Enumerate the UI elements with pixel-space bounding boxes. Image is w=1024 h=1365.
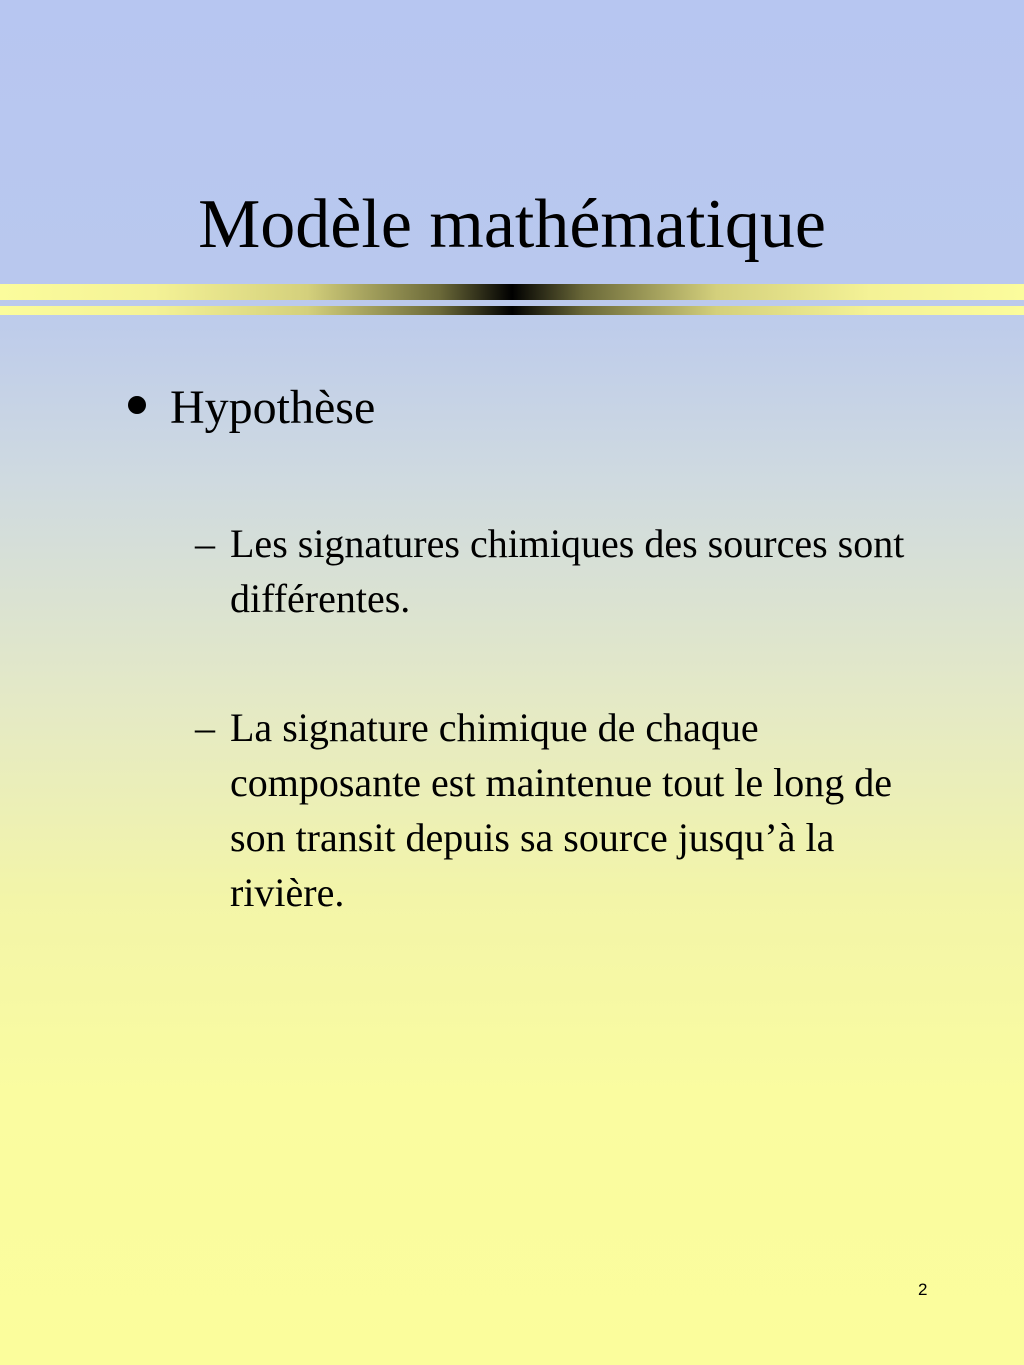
dash-icon: – (195, 705, 215, 750)
bullet-label: Hypothèse (170, 381, 376, 434)
sub-bullet-text: La signature chimique de chaque composante est maintenue tout le long de son transit depuis sa source jusqu’à la rivière. (230, 705, 893, 915)
sub-bullet-2 (195, 700, 955, 920)
title-divider-top (0, 284, 1024, 300)
title-divider-bottom (0, 306, 1024, 315)
sub-bullet-text: Les signatures chimiques des sources sont différentes. (230, 521, 905, 621)
bullet-dot-icon (128, 396, 146, 414)
dash-icon: – (195, 521, 215, 566)
slide-title: Modèle mathématique (198, 186, 826, 263)
bullet-hypothese (128, 378, 375, 438)
sub-bullet-1 (195, 516, 955, 626)
page-number: 2 (918, 1280, 928, 1299)
